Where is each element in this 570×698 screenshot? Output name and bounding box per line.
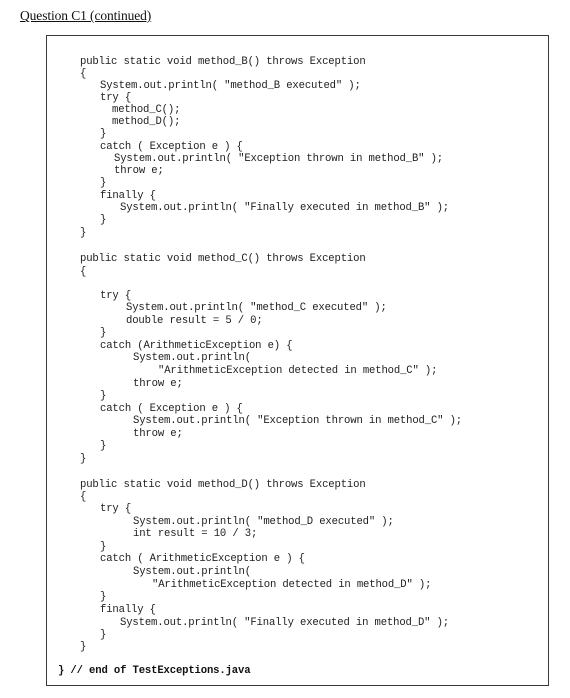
code-line: catch ( Exception e ) { xyxy=(100,141,243,153)
code-line: } xyxy=(80,641,87,653)
code-line: } xyxy=(100,390,107,402)
code-line: throw e; xyxy=(133,378,183,390)
code-line: method_C(); xyxy=(112,104,181,116)
code-line: } xyxy=(100,214,107,226)
code-line: } xyxy=(100,541,107,553)
code-line: try { xyxy=(100,290,132,302)
code-line: System.out.println( "method_C executed" ); xyxy=(126,302,387,314)
code-line: { xyxy=(80,68,87,80)
code-line: catch ( ArithmeticException e ) { xyxy=(100,553,305,565)
code-line: System.out.println( "Exception thrown in method_C" ); xyxy=(133,415,462,427)
code-line: } xyxy=(100,128,107,140)
code-line: } xyxy=(80,227,87,239)
code-line: System.out.println( "method_B executed" ); xyxy=(100,80,361,92)
end-comment-line: } // end of TestExceptions.java xyxy=(58,665,251,677)
code-line: "ArithmeticException detected in method_D" ); xyxy=(152,579,432,591)
code-line: } xyxy=(100,177,107,189)
code-line: } xyxy=(100,440,107,452)
code-line: throw e; xyxy=(114,165,164,177)
code-line: try { xyxy=(100,503,132,515)
page-heading: Question C1 (continued) xyxy=(20,8,152,23)
code-line: System.out.println( "Finally executed in method_D" ); xyxy=(120,617,449,629)
code-line: } xyxy=(100,327,107,339)
code-line: "ArithmeticException detected in method_C" ); xyxy=(158,365,438,377)
code-line: catch (ArithmeticException e) { xyxy=(100,340,293,352)
code-line: System.out.println( "method_D executed" ); xyxy=(133,516,394,528)
code-line: throw e; xyxy=(133,428,183,440)
code-line: } xyxy=(100,629,107,641)
code-line: method_D(); xyxy=(112,116,181,128)
code-line: } xyxy=(80,453,87,465)
code-line: } xyxy=(100,591,107,603)
code-line: public static void method_B() throws Exception xyxy=(80,56,366,68)
code-line: { xyxy=(80,266,87,278)
code-line: { xyxy=(80,491,87,503)
code-line: System.out.println( "Finally executed in method_B" ); xyxy=(120,202,449,214)
code-line: int result = 10 / 3; xyxy=(133,528,258,540)
code-line: finally { xyxy=(100,604,156,616)
code-line: try { xyxy=(100,92,132,104)
code-line: double result = 5 / 0; xyxy=(126,315,263,327)
code-line: System.out.println( xyxy=(133,352,251,364)
code-line: public static void method_C() throws Exception xyxy=(80,253,366,265)
code-line: System.out.println( xyxy=(133,566,251,578)
code-line: System.out.println( "Exception thrown in method_B" ); xyxy=(114,153,443,165)
code-line: finally { xyxy=(100,190,156,202)
code-line: public static void method_D() throws Exception xyxy=(80,479,366,491)
code-line: catch ( Exception e ) { xyxy=(100,403,243,415)
